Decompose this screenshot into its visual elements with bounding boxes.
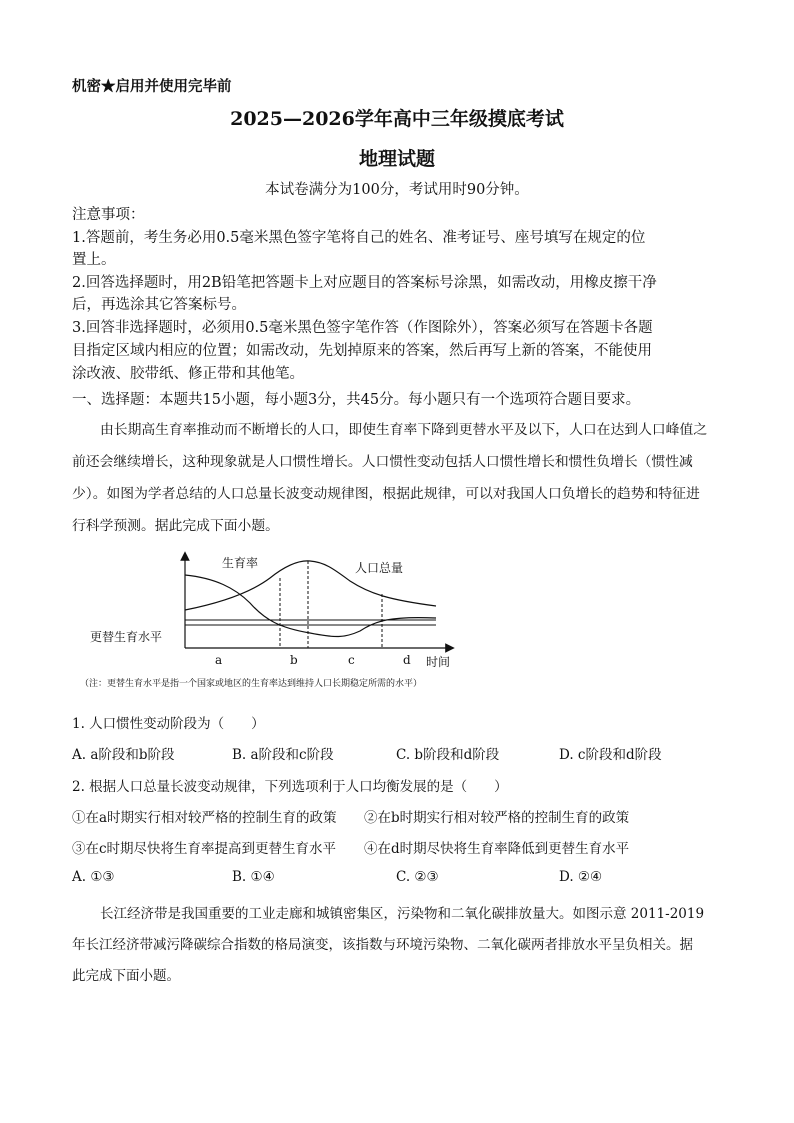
subject-title: 地理试题: [358, 148, 435, 170]
q2-option-c[interactable]: C. ②③: [396, 869, 439, 885]
q2-item-2: ②在b时期实行相对较严格的控制生育的政策: [364, 810, 630, 826]
label-population: 人口总量: [355, 561, 404, 575]
birth-rate-curve: [185, 575, 436, 637]
exam-title: 2025—2026学年高中三年级摸底考试: [230, 108, 564, 130]
q2-option-a[interactable]: A. ①③: [72, 869, 115, 885]
passage1-line: 少）。如图为学者总结的人口总量长波变动规律图，根据此规律，可以对我国人口负增长的趋势和特征进: [72, 486, 700, 502]
q2-item-1: ①在a时期实行相对较严格的控制生育的政策: [72, 810, 337, 826]
stage-d: d: [403, 653, 411, 667]
notice-line: 置上。: [72, 252, 116, 268]
q2-item-4: ④在d时期尽快将生育率降低到更替生育水平: [364, 841, 630, 857]
confidential-notice: 机密★启用并使用完毕前: [72, 78, 232, 95]
notice-line: 后，再选涂其它答案标号。: [72, 297, 246, 313]
figure-note: （注：更替生育水平是指一个国家或地区的生育率达到维持人口长期稳定所需的水平）: [80, 679, 423, 689]
q2-option-b[interactable]: B. ①④: [232, 869, 275, 885]
section-heading: 一、选择题：本题共15小题，每小题3分，共45分。每小题只有一个选项符合题目要求。: [72, 392, 641, 408]
q2-stem: 2. 根据人口总量长波变动规律，下列选项利于人口均衡发展的是（ ）: [72, 779, 508, 795]
passage2-line: 此完成下面小题。: [72, 968, 180, 984]
passage2-line: 年长江经济带减污降碳综合指数的格局演变，该指数与环境污染物、二氧化碳两者排放水平呈负相关。据: [72, 937, 693, 953]
notice-line: 目指定区域内相应的位置；如需改动，先划掉原来的答案，然后再写上新的答案，不能使用: [72, 343, 652, 359]
passage1-line: 行科学预测。据此完成下面小题。: [72, 518, 279, 534]
stage-c: c: [348, 653, 355, 667]
notice-line: 2.回答选择题时，用2B铅笔把答题卡上对应题目的答案标号涂黑，如需改动，用橡皮擦干净: [72, 275, 657, 291]
notice-line: 涂改液、胶带纸、修正带和其他笔。: [72, 366, 304, 382]
passage1-line: 前还会继续增长，这种现象就是人口惯性增长。人口惯性变动包括人口惯性增长和惯性负增长（惯性减: [72, 454, 693, 470]
label-time: 时间: [426, 655, 451, 669]
stage-b: b: [290, 653, 298, 667]
passage1-line: 由长期高生育率推动而不断增长的人口，即使生育率下降到更替水平及以下，人口在达到人口峰值之: [100, 422, 708, 438]
label-replacement: 更替生育水平: [90, 630, 163, 644]
q2-option-d[interactable]: D. ②④: [559, 869, 603, 885]
notice-heading: 注意事项：: [72, 207, 145, 223]
q2-item-3: ③在c时期尽快将生育率提高到更替生育水平: [72, 841, 337, 857]
stage-a: a: [215, 653, 223, 667]
q1-stem: 1. 人口惯性变动阶段为（ ）: [72, 716, 265, 732]
q1-option-b[interactable]: B. a阶段和c阶段: [232, 747, 334, 763]
passage2-line: 长江经济带是我国重要的工业走廊和城镇密集区，污染物和二氧化碳排放量大。如图示意 2011-2019: [100, 906, 705, 922]
q1-option-d[interactable]: D. c阶段和d阶段: [559, 747, 662, 763]
label-birth-rate: 生育率: [222, 556, 259, 570]
notice-line: 1.答题前，考生务必用0.5毫米黑色签字笔将自己的姓名、准考证号、座号填写在规定的位: [72, 230, 646, 246]
q1-option-c[interactable]: C. b阶段和d阶段: [396, 747, 500, 763]
q1-option-a[interactable]: A. a阶段和b阶段: [72, 747, 175, 763]
notice-line: 3.回答非选择题时，必须用0.5毫米黑色签字笔作答（作图除外），答案必须写在答题卡各题: [72, 320, 653, 336]
exam-meta: 本试卷满分为100分，考试用时90分钟。: [265, 182, 529, 198]
